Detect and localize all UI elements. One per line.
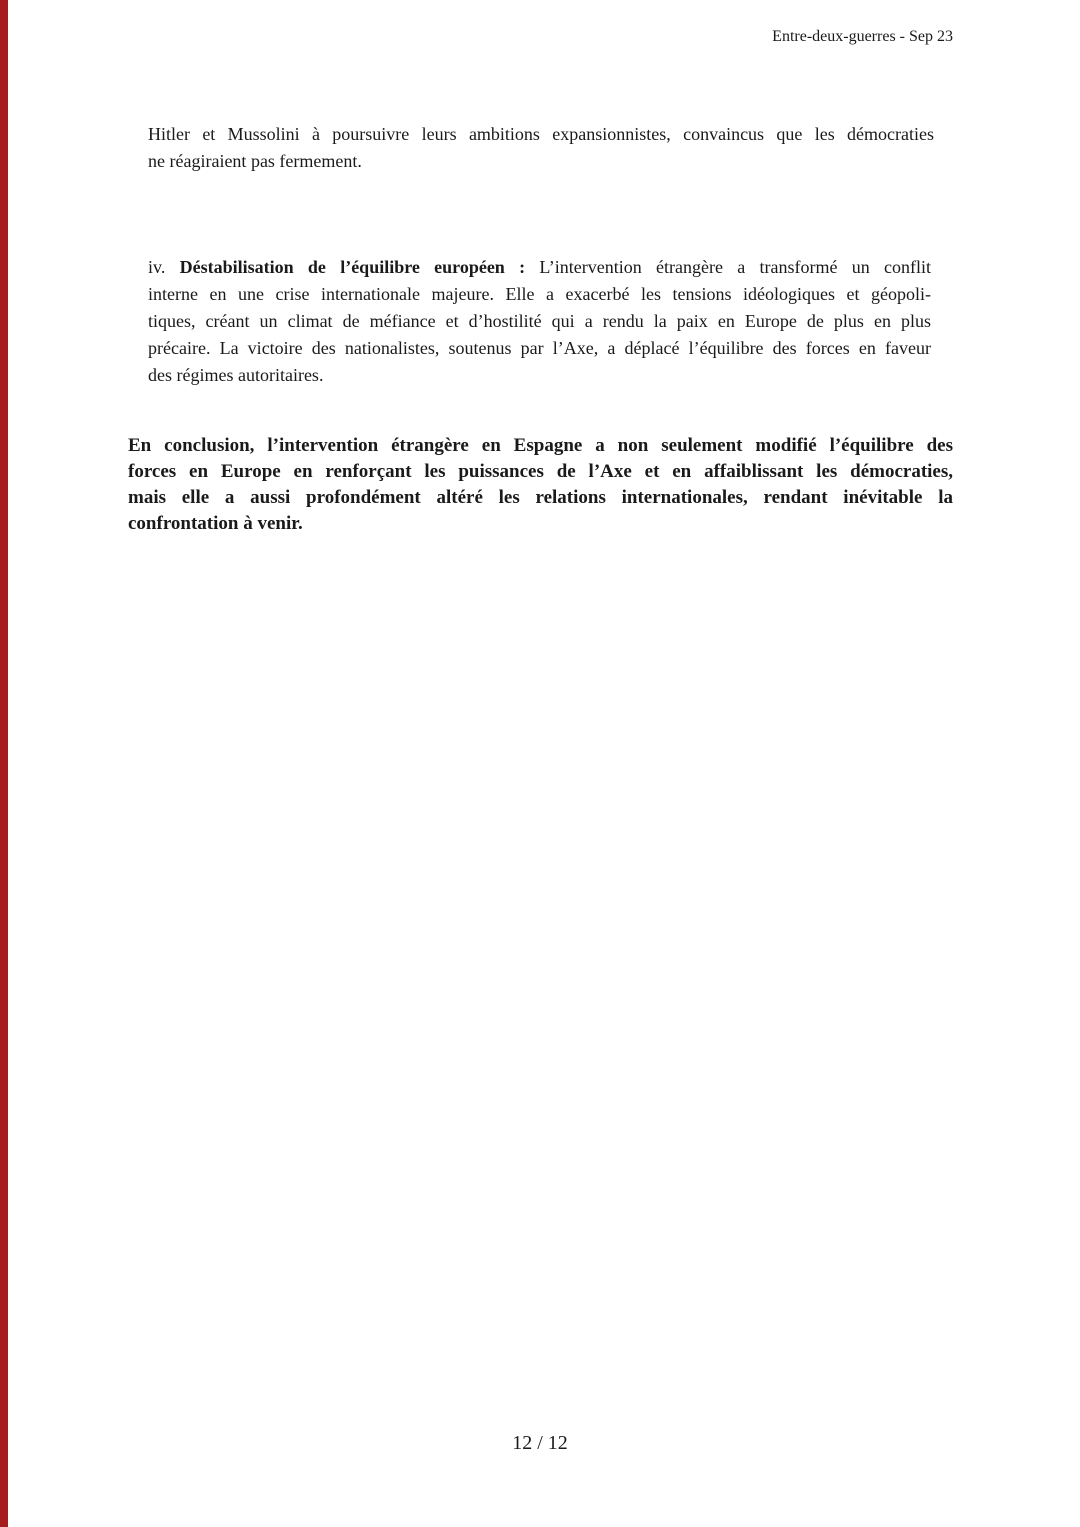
text-line: interne en une crise internationale majeure. Elle a exacerbé les tensions idéologiques et géopoli- xyxy=(148,284,931,304)
list-marker: iv. xyxy=(148,257,180,277)
paragraph-section-iv xyxy=(148,254,931,389)
page-header xyxy=(772,28,953,46)
section-heading: Déstabilisation de l’équilibre européen : xyxy=(179,257,526,277)
text-line: précaire. La victoire des nationalistes, soutenus par l’Axe, a déplacé l’équilibre des forces en faveur xyxy=(148,338,931,358)
text-line: mais elle a aussi profondément altéré les relations internationales, rendant inévitable la xyxy=(128,487,953,508)
text-line xyxy=(148,254,931,281)
text-line: confrontation à venir. xyxy=(128,513,303,534)
paragraph-conclusion xyxy=(128,433,953,537)
paragraph-intro xyxy=(148,121,934,175)
text-line: En conclusion, l’intervention étrangère en Espagne a non seulement modifié l’équilibre des xyxy=(128,435,953,456)
page-number: 12 / 12 xyxy=(512,1432,568,1454)
text-run: L’intervention étrangère a transformé un conflit xyxy=(525,257,932,277)
header-title: Entre-deux-guerres - Sep 23 xyxy=(772,28,953,45)
text-line: forces en Europe en renforçant les puissances de l’Axe et en affaiblissant les démocraties, xyxy=(128,461,953,482)
left-red-accent-bar xyxy=(0,0,8,1527)
text-line: des régimes autoritaires. xyxy=(148,365,324,385)
text-line: Hitler et Mussolini à poursuivre leurs ambitions expansionnistes, convaincus que les démocraties xyxy=(148,124,934,144)
text-line: ne réagiraient pas fermement. xyxy=(148,151,362,171)
text-line: tiques, créant un climat de méfiance et d’hostilité qui a rendu la paix en Europe de plus en plus xyxy=(148,311,931,331)
page-footer xyxy=(0,1432,1080,1455)
